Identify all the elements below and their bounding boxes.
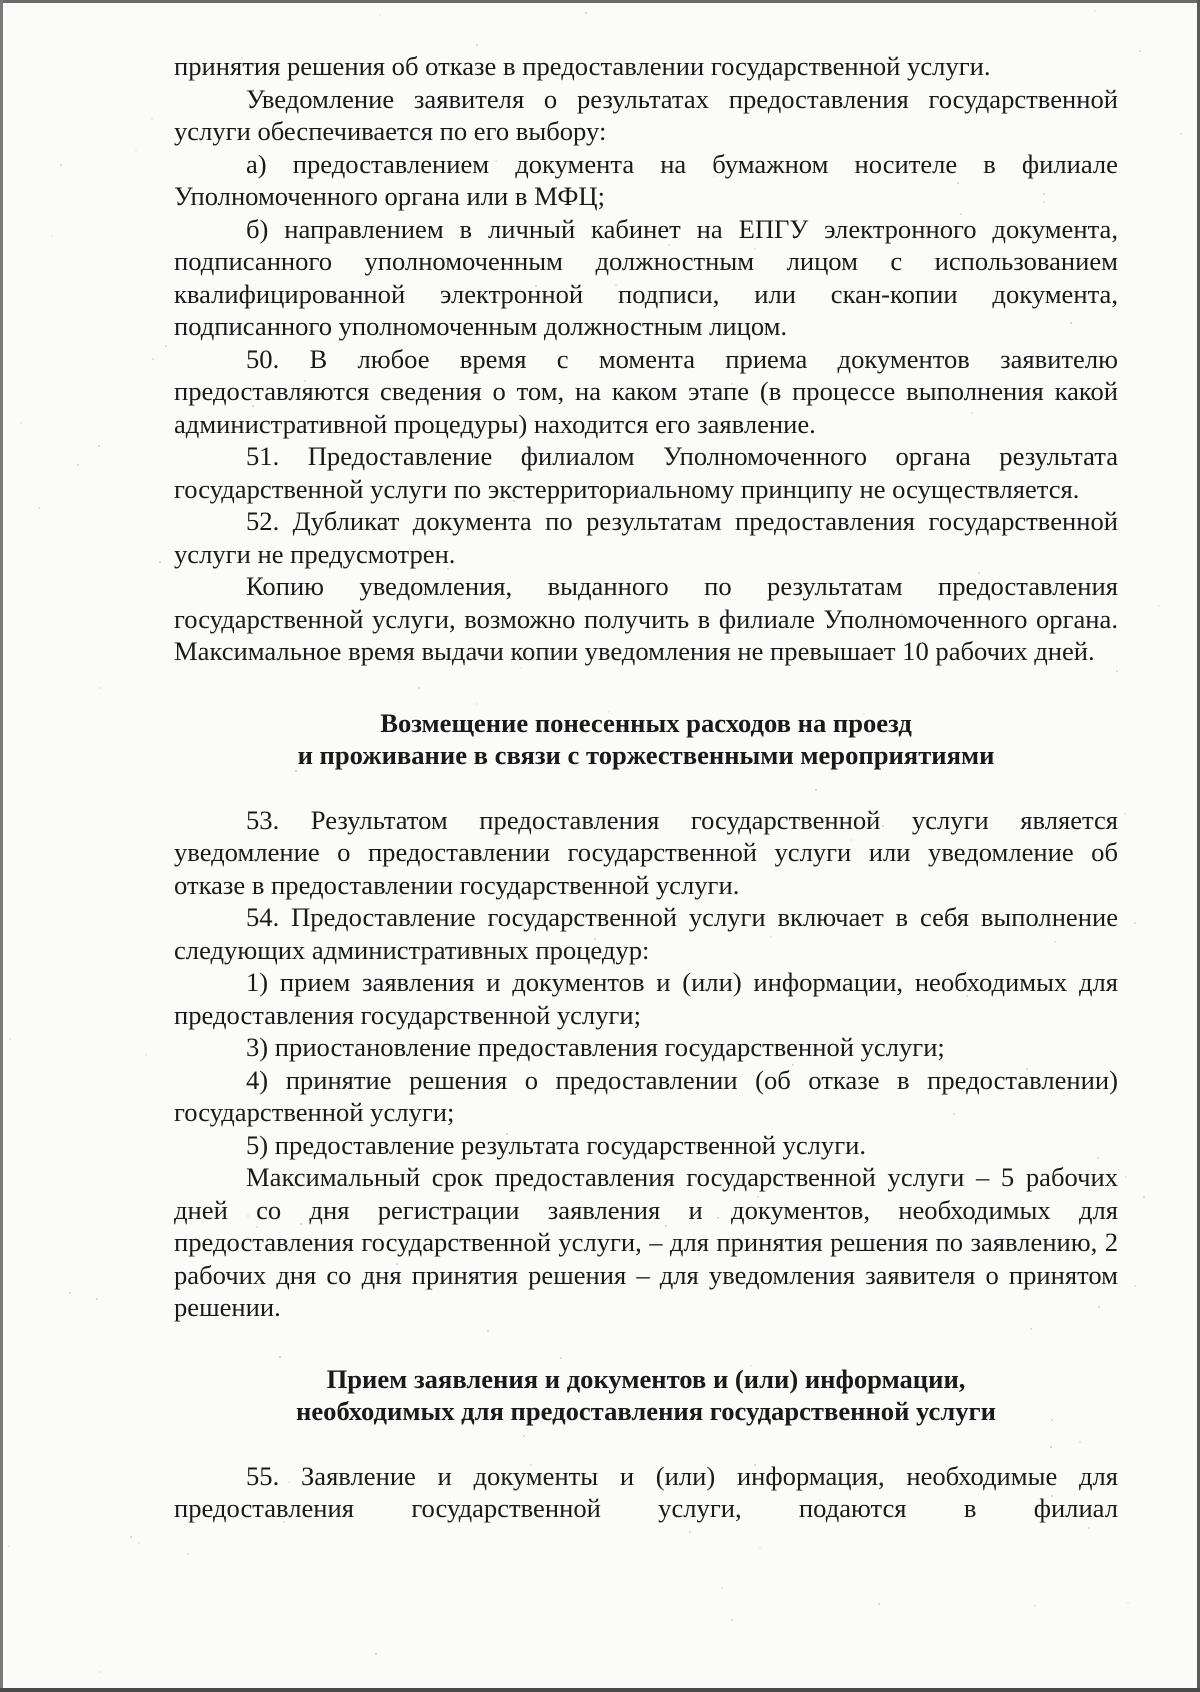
scan-speck bbox=[585, 12, 587, 14]
paragraph-copy-notification: Копию уведомления, выданного по результатам предоставления государственной услуги, возможно получить в филиале Уполномоченного органа. Максимальное время выдачи копии уведомления не превышает 10 рабочих дней. bbox=[174, 571, 1118, 666]
paragraph-max-term: Максимальный срок предоставления государственной услуги – 5 рабочих дней со дня регистрации заявления и документов, необходимых для предоставления государственной услуги, – для принятия решения по заявлению, 2 рабочих дня со дня принятия решения – для уведомления заявителя о принятом решении. bbox=[174, 1162, 1118, 1322]
procedure-item-3: 3) приостановление предоставления государственной услуги; bbox=[246, 1032, 945, 1062]
paragraph-52: 52. Дубликат документа по результатам предоставления государственной услуги не предусмотрен. bbox=[174, 506, 1118, 569]
paragraph-notification-choice: Уведомление заявителя о результатах предоставления государственной услуги обеспечивается по его выбору: bbox=[174, 83, 1118, 146]
section-heading-line: Возмещение понесенных расходов на проезд bbox=[380, 707, 912, 738]
scan-speck bbox=[1158, 605, 1160, 607]
section-heading-line: и проживание в связи с торжественными мероприятиями bbox=[297, 740, 995, 770]
scan-speck bbox=[689, 1531, 691, 1533]
scan-edge-bottom bbox=[0, 1688, 1200, 1692]
scan-speck bbox=[187, 1553, 189, 1555]
scan-speck bbox=[145, 1054, 147, 1056]
spacer bbox=[174, 1428, 1118, 1460]
section-heading-line: Прием заявления и документов и (или) информации, bbox=[326, 1363, 966, 1394]
scan-speck bbox=[1094, 10, 1096, 12]
spacer bbox=[174, 668, 1118, 707]
scan-speck bbox=[69, 1292, 71, 1294]
scan-speck bbox=[1139, 50, 1141, 52]
scan-speck bbox=[60, 164, 62, 166]
scan-speck bbox=[1127, 1602, 1129, 1604]
scan-speck bbox=[8, 1545, 10, 1547]
list-item-a: а) предоставлением документа на бумажном носителе в филиале Уполномоченного органа или в МФЦ; bbox=[174, 148, 1118, 211]
paragraph-54: 54. Предоставление государственной услуги включает в себя выполнение следующих административных процедур: bbox=[174, 902, 1118, 965]
list-item-b: б) направлением в личный кабинет на ЕПГУ электронного документа, подписанного уполномоченным должностным лицом с использованием квалифицированной электронной подписи, или скан-копии документа, подписанного уполномоченным должностным лицом. bbox=[174, 213, 1118, 341]
scan-speck bbox=[379, 14, 381, 16]
scan-speck bbox=[99, 1671, 101, 1673]
procedure-item-4: 4) принятие решения о предоставлении (об отказе в предоставлении) государственной услуги; bbox=[174, 1064, 1118, 1127]
scan-speck bbox=[77, 464, 79, 466]
spacer bbox=[174, 1324, 1118, 1363]
section-heading-application-intake bbox=[174, 1363, 1118, 1428]
scan-speck bbox=[9, 1038, 11, 1040]
scan-speck bbox=[20, 422, 22, 424]
scan-speck bbox=[1143, 1196, 1145, 1198]
scan-edge-left bbox=[0, 0, 3, 1692]
scan-speck bbox=[98, 445, 100, 447]
scan-speck bbox=[1180, 133, 1182, 135]
paragraph-50: 50. В любое время с момента приема документов заявителю предоставляются сведения о том, на каком этапе (в процессе выполнения какой административной процедуры) находится его заявление. bbox=[174, 343, 1118, 439]
document-body bbox=[174, 50, 1118, 1525]
scan-speck bbox=[375, 1653, 377, 1655]
scan-speck bbox=[130, 1536, 132, 1538]
paragraph-55: 55. Заявление и документы и (или) информация, необходимые для предоставления государственной услуги, подаются в филиал bbox=[174, 1460, 1118, 1523]
scan-edge-top bbox=[0, 0, 1200, 3]
scan-speck bbox=[1134, 1285, 1136, 1287]
scan-speck bbox=[1034, 1605, 1036, 1607]
scan-speck bbox=[476, 44, 478, 46]
paragraph-continuation: принятия решения об отказе в предоставлении государственной услуги. bbox=[174, 51, 991, 81]
scan-speck bbox=[38, 507, 40, 509]
procedure-item-1: 1) прием заявления и документов и (или) информации, необходимых для предоставления государственной услуги; bbox=[174, 967, 1118, 1030]
scan-speck bbox=[1125, 1176, 1127, 1178]
section-heading-line: необходимых для предоставления государственной услуги bbox=[296, 1396, 996, 1426]
scan-speck bbox=[138, 1542, 140, 1544]
scan-speck bbox=[1124, 813, 1126, 815]
scan-speck bbox=[151, 118, 153, 120]
paragraph-51: 51. Предоставление филиалом Уполномоченного органа результата государственной услуги по экстерриториальному принципу не осуществляется. bbox=[174, 441, 1118, 504]
section-heading-reimbursement bbox=[174, 707, 1118, 772]
scan-speck bbox=[1088, 1527, 1090, 1529]
scan-speck bbox=[1134, 922, 1136, 924]
scan-speck bbox=[96, 1298, 98, 1300]
scan-speck bbox=[878, 1603, 880, 1605]
scan-speck bbox=[731, 1619, 733, 1621]
scan-speck bbox=[152, 358, 154, 360]
paragraph-53: 53. Результатом предоставления государственной услуги является уведомление о предоставлении государственной услуги или уведомление об отказе в предоставлении государственной услуги. bbox=[174, 804, 1118, 900]
scan-speck bbox=[159, 561, 161, 563]
scan-speck bbox=[721, 1587, 723, 1589]
spacer bbox=[174, 772, 1118, 804]
procedure-item-5: 5) предоставление результата государственной услуги. bbox=[246, 1129, 867, 1160]
scan-speck bbox=[759, 1547, 761, 1549]
scan-speck bbox=[165, 345, 167, 347]
scan-speck bbox=[99, 687, 101, 689]
scan-speck bbox=[51, 235, 53, 237]
scan-speck bbox=[135, 149, 137, 151]
